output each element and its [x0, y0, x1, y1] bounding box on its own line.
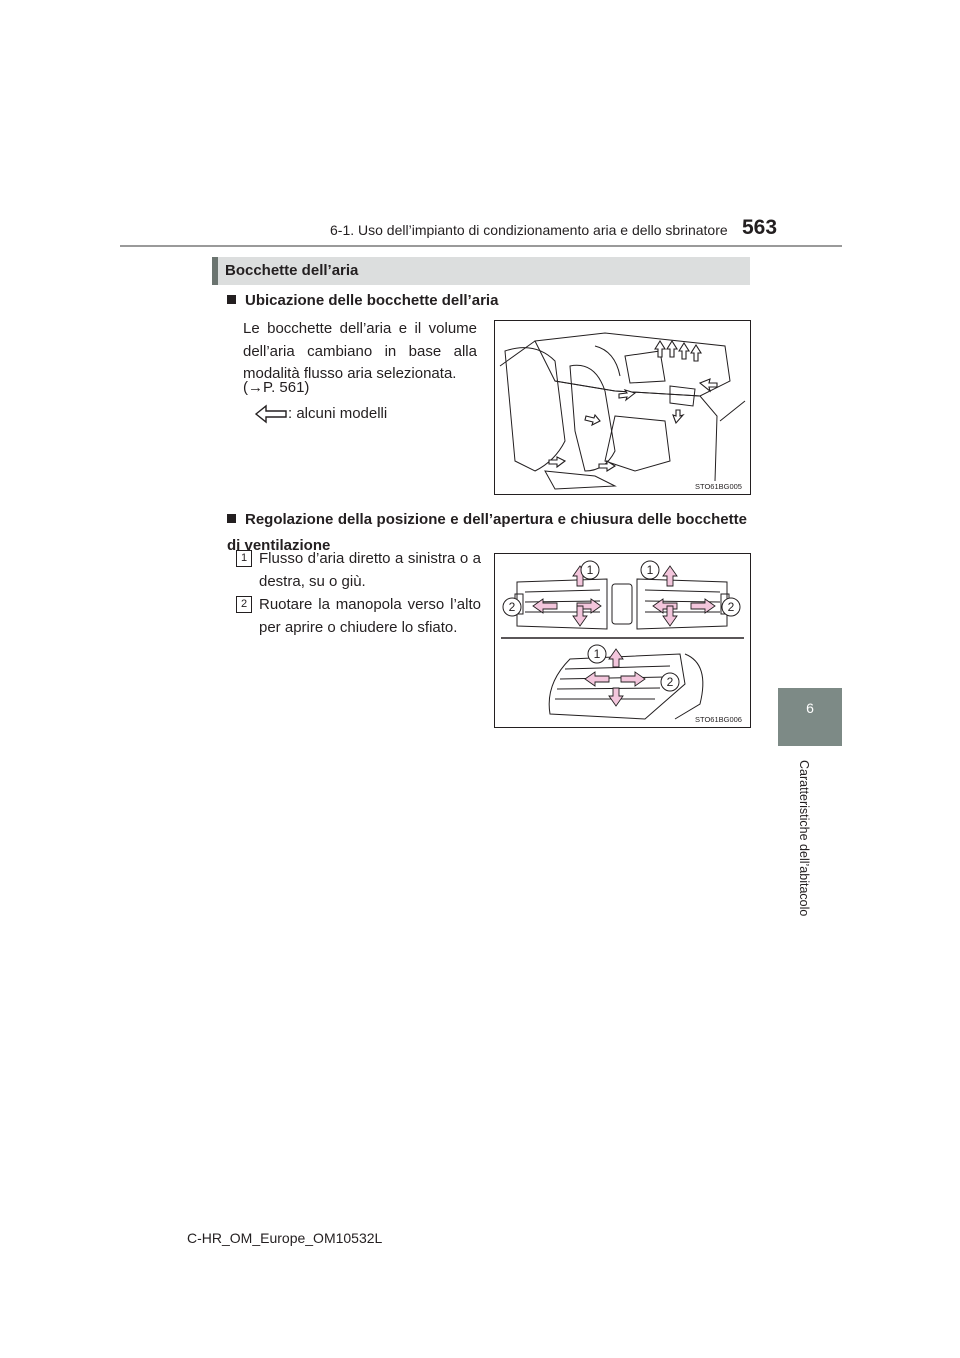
section-bar-accent	[212, 257, 218, 285]
legend	[252, 402, 442, 426]
bullet-square-icon	[227, 514, 236, 523]
cabin-illustration	[495, 321, 750, 494]
subheading-location	[227, 288, 747, 314]
arrow-left-outline-icon	[252, 402, 292, 426]
item-number-box: 1	[236, 550, 252, 567]
callout-2-left: 2	[508, 600, 516, 614]
figure2-code: STO61BG006	[695, 715, 742, 724]
figure1-code: STO61BG005	[695, 482, 742, 491]
callout-2-right: 2	[727, 600, 735, 614]
item-number-box: 2	[236, 596, 252, 613]
page-number: 563	[742, 216, 778, 239]
callout-1-bottom: 1	[593, 647, 601, 661]
subheading-adjustment-text: Regolazione della posizione e dell’apertura e chiusura delle bocchette di ventilazione	[227, 511, 747, 554]
location-description-text: Le bocchette dell’aria e il volume dell’aria cambiano in base alla modalità flusso aria selezionata.	[243, 320, 477, 382]
chapter-tab	[778, 688, 842, 746]
figure-vent-adjustment	[494, 553, 751, 728]
item-text: Ruotare la manopola verso l’alto per aprire o chiudere lo sfiato.	[259, 596, 481, 636]
chapter-label-text: Caratteristiche dell’abitacolo	[797, 760, 811, 917]
location-description	[243, 318, 477, 386]
section-title: Bocchette dell’aria	[225, 262, 359, 279]
callout-1-left: 1	[586, 563, 594, 577]
figure-vent-locations	[494, 320, 751, 495]
header-rule	[120, 245, 842, 247]
subheading-location-text: Ubicazione delle bocchette dell’aria	[245, 292, 499, 309]
chapter-label	[795, 760, 815, 930]
vent-illustration	[495, 554, 750, 727]
callout-1-right: 1	[646, 563, 654, 577]
callout-2-bottom: 2	[666, 675, 674, 689]
running-header: 6-1. Uso dell’impianto di condizionamento aria e dello sbrinatore	[330, 222, 728, 238]
legend-text: : alcuni modelli	[288, 405, 388, 422]
item-text: Flusso d’aria diretto a sinistra o a destra, su o giù.	[259, 550, 481, 590]
page-reference: (→P. 561)	[243, 379, 310, 396]
bullet-square-icon	[227, 295, 236, 304]
chapter-number: 6	[806, 700, 814, 716]
document-id: C-HR_OM_Europe_OM10532L	[187, 1230, 383, 1246]
